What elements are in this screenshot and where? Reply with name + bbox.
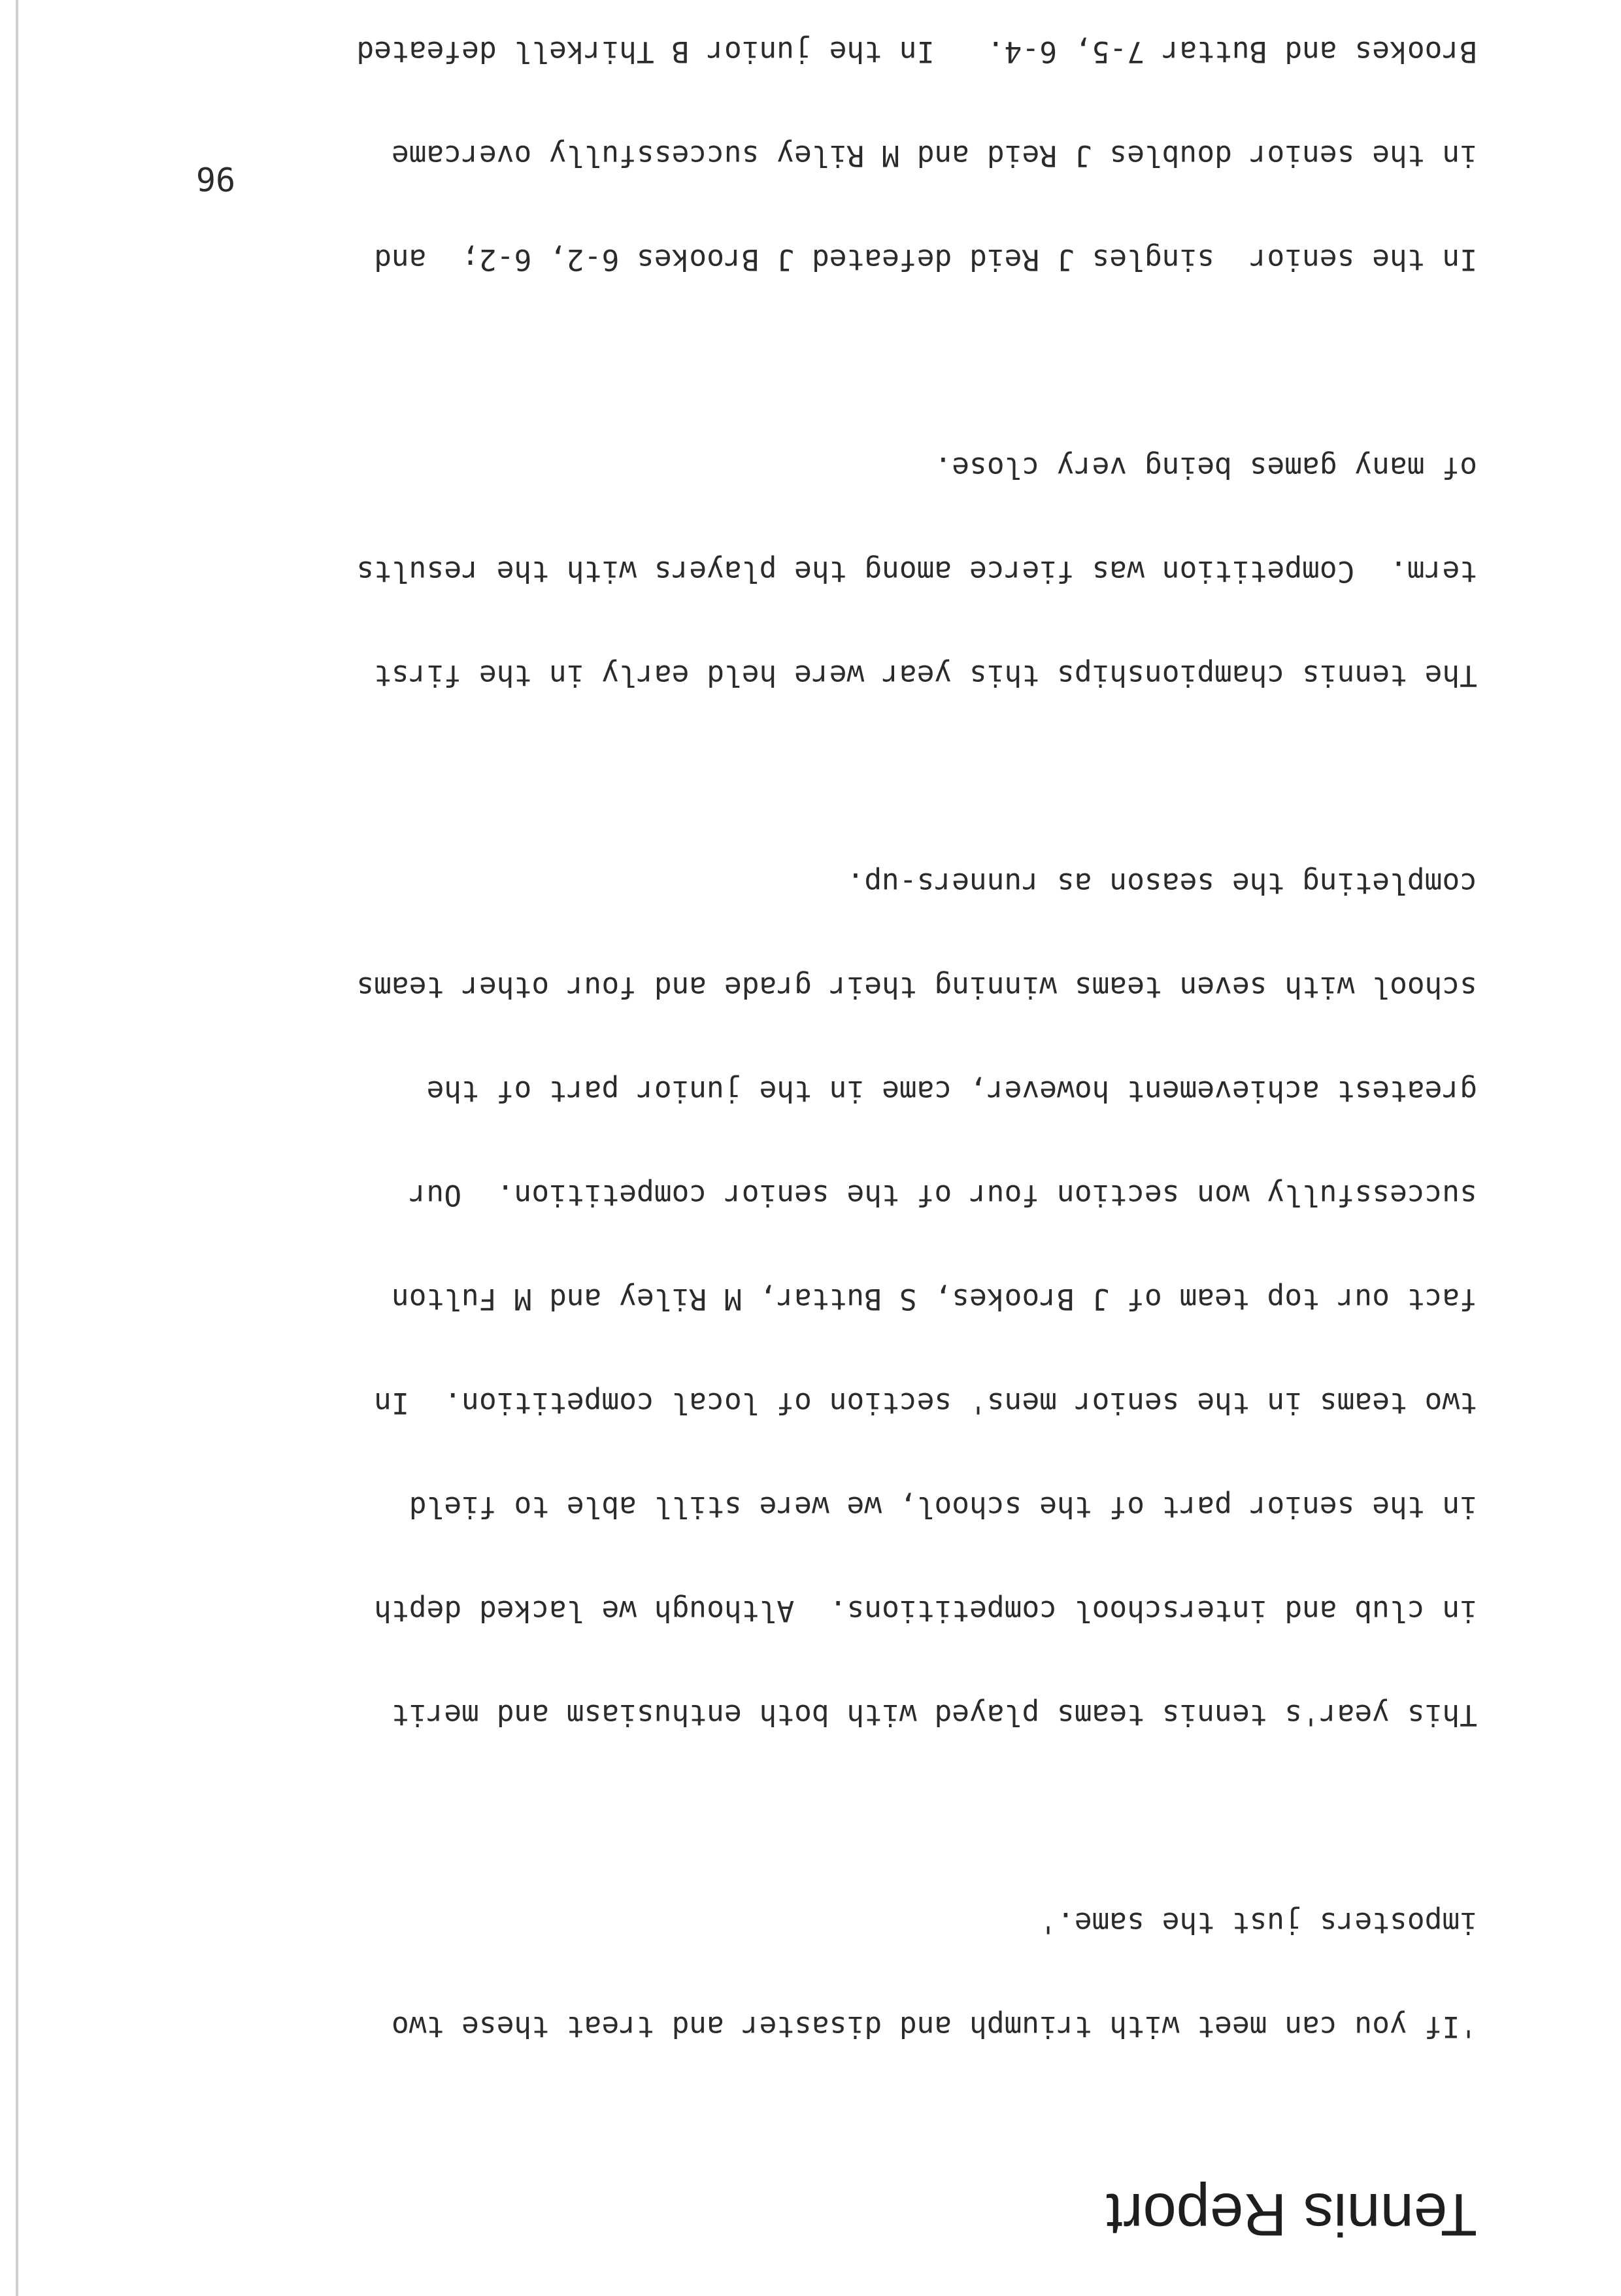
results-paragraph [235, 0, 1477, 346]
championships-line: term. Competition was fierce among the players with the results [356, 554, 1477, 588]
quote-line: imposters just the same.' [1039, 1906, 1477, 1939]
intro-line: completing the season as runners-up. [846, 866, 1477, 900]
championships-line: of many games being very close. [934, 450, 1477, 484]
intro-line: greatest achievement however, came in the junior part of the [426, 1074, 1477, 1107]
results-line: Brookes and Buttar 7-5, 6-4. In the junior B Thirkell defeated [356, 35, 1477, 68]
intro-line: This year's tennis teams played with both enthusiasm and merit [391, 1698, 1477, 1731]
intro-line: in the senior part of the school, we were still able to field [409, 1490, 1477, 1523]
intro-line: successfully won section four of the senior competition. Our [409, 1178, 1477, 1211]
intro-line: in club and interschool competitions. Although we lacked depth [374, 1594, 1477, 1627]
intro-paragraph [235, 796, 1477, 1801]
intro-line: fact our top team of J Brookes, S Buttar, M Riley and M Fulton [391, 1282, 1477, 1315]
scan-edge-line [16, 0, 18, 2296]
opening-quote [235, 1836, 1477, 2113]
page-number: 96 [195, 160, 235, 197]
results-line: In the senior singles J Reid defeated J Brookes 6-2, 6-2; and [374, 243, 1477, 276]
results-line: in the senior doubles J Reid and M Riley successfully overcame [391, 139, 1477, 172]
page-title: Tennis Report [1106, 2181, 1477, 2248]
championships-line: The tennis championships this year were held early in the first [374, 658, 1477, 692]
intro-line: school with seven teams winning their grade and four other teams [356, 970, 1477, 1004]
championships-paragraph [235, 380, 1477, 762]
quote-line: 'If you can meet with triumph and disaster and treat these two [391, 2010, 1477, 2043]
intro-line: two teams in the senior mens' section of local competition. In [374, 1386, 1477, 1419]
report-body [235, 0, 1477, 2250]
